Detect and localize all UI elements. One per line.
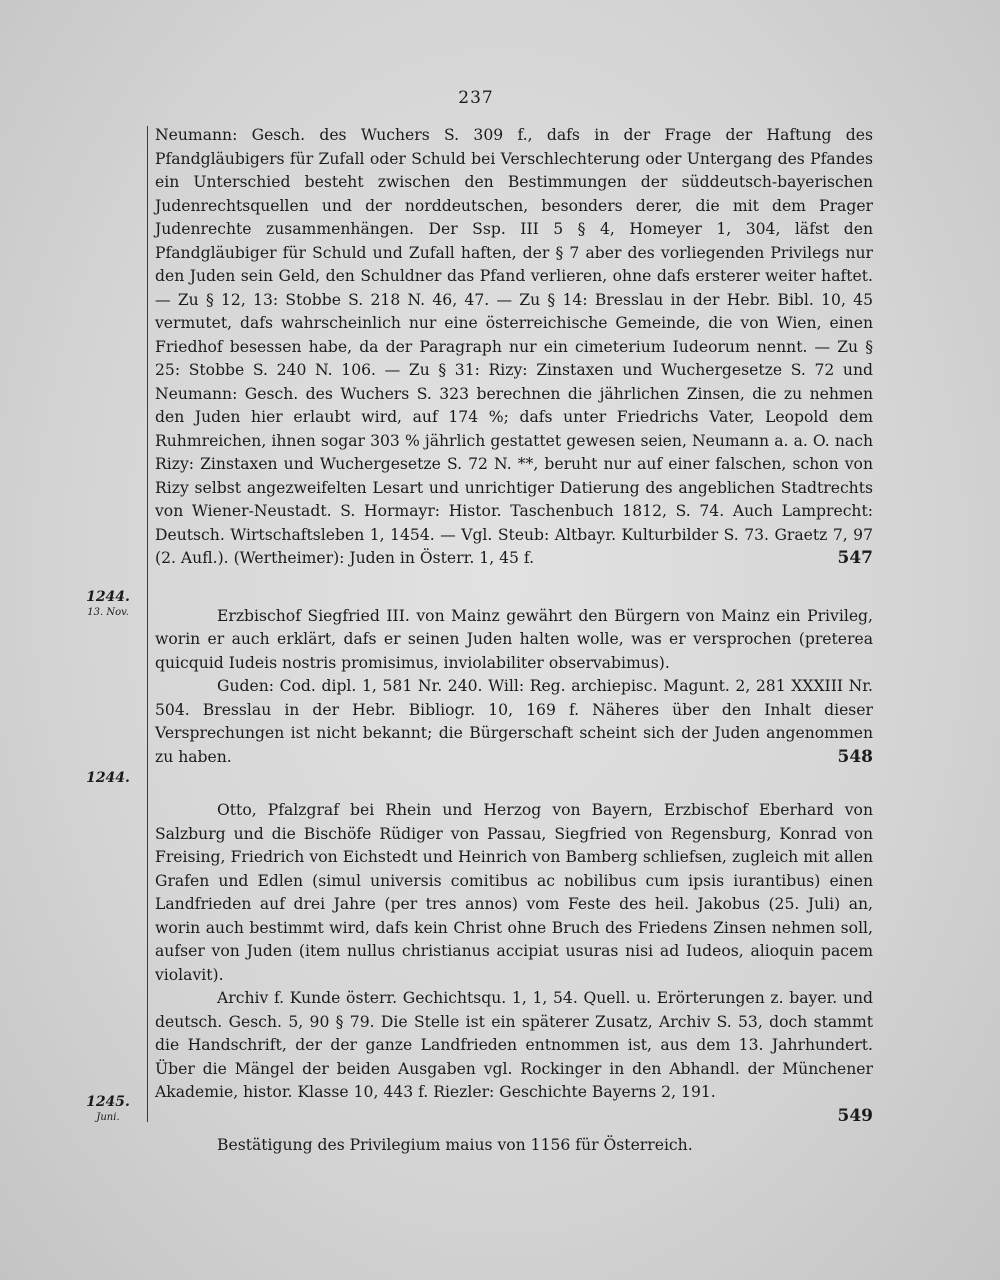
margin-date-day: Juni. — [96, 1112, 120, 1123]
page-number: 237 — [458, 88, 494, 108]
entry-number-548: 548 — [837, 746, 873, 767]
margin-date-year: 1244. — [86, 589, 130, 605]
entry-549-summary: Otto, Pfalzgraf bei Rhein und Herzog von Bayern, Erzbischof Eberhard von Salzburg und die Bischöfe Rüdiger von Passau, Siegfried von Regensburg, Konrad von Freising, Friedrich von Eichstedt und Heinrich von Bamberg schliefsen, zugleich mit allen Grafen und Edlen (simul universis comitibus ac nobilibus cum ipsis iurantibus) einen Landfrieden auf drei Jahre (per tres annos) vom Feste des heil. Jakobus (25. Juli) an, worin auch bestimmt wird, dafs kein Christ ohne Bruch des Friedens Zinsen nehmen soll, aufser von Juden (item nullus christianus accipiat usuras nisi ad Iudeos, alioquin pacem violavit). — [155, 801, 873, 984]
margin-date-year: 1244. — [86, 770, 130, 786]
margin-date-550 — [68, 1095, 148, 1125]
entry-number-549: 549 — [837, 1105, 873, 1126]
entry-547-text: Neumann: Gesch. des Wuchers S. 309 f., dafs in der Frage der Haftung des Pfandgläubigers für Zufall oder Schuld bei Verschlechterung oder Untergang des Pfandes ein Unterschied besteht zwischen den Bestimmungen der süddeutsch-bayerischen Judenrechtsquellen und der norddeutschen, besonders derer, die mit dem Prager Judenrechte zusammenhängen. Der Ssp. III 5 § 4, Homeyer 1, 304, läfst den Pfandgläubiger für Schuld und Zufall haften, der § 7 aber des vorliegenden Privilegs nur den Juden sein Geld, den Schuldner das Pfand verlieren, ohne dafs ersterer weiter haftet. — Zu § 12, 13: Stobbe S. 218 N. 46, 47. — Zu § 14: Bresslau in der Hebr. Bibl. 10, 45 vermutet, dafs wahrscheinlich nur eine österreichische Gemeinde, die von Wien, einen Friedhof besessen habe, da der Paragraph nur ein cimeterium Iudeorum nennt. — Zu § 25: Stobbe S. 240 N. 106. — Zu § 31: Rizy: Zinstaxen und Wuchergesetze S. 72 und Neumann: Gesch. des Wuchers S. 323 berechnen die jährlichen Zinsen, die zu nehmen den Juden hier erlaubt wird, auf 174 %; dafs unter Friedrichs Vater, Leopold dem Ruhmreichen, ihnen sogar 303 % jährlich gestattet gewesen seien, Neumann a. a. O. nach Rizy: Zinstaxen und Wuchergesetze S. 72 N. **, beruht nur auf einer falschen, schon von Rizy selbst angezweifelten Lesart und unrichtiger Datierung des angeblichen Stadtrechts von Wiener-Neustadt. S. Hormayr: Histor. Taschenbuch 1812, S. 74. Auch Lamprecht: Deutsch. Wirtschaftsleben 1, 1454. — Vgl. Steub: Altbayr. Kulturbilder S. 73. Graetz 7, 97 (2. Aufl.). (Wertheimer): Juden in Österr. 1, 45 f. — [155, 126, 873, 567]
main-text — [155, 124, 873, 1158]
margin-rule — [147, 126, 148, 1122]
entry-548-sources: Guden: Cod. dipl. 1, 581 Nr. 240. Will: Reg. archiepisc. Magunt. 2, 281 XXXIII Nr. 504. Bresslau in der Hebr. Bibliogr. 10, 169 f. Näheres über den Inhalt dieser Versprechungen ist nicht bekannt; die Bürgerschaft scheint sich der Juden angenommen zu haben. — [155, 677, 873, 766]
margin-date-548 — [68, 590, 148, 620]
entry-number-547: 547 — [837, 548, 873, 568]
margin-date-549 — [68, 771, 148, 786]
margin-date-year: 1245. — [86, 1094, 130, 1110]
entry-548-summary: Erzbischof Siegfried III. von Mainz gewährt den Bürgern von Mainz ein Privileg, worin er auch erklärt, dafs er seinen Juden halten wolle, was er versprochen (preterea quicquid Iudeis nostris promisimus, inviolabiliter observabimus). — [155, 606, 873, 672]
margin-date-day: 13. Nov. — [87, 607, 129, 618]
entry-549-sources: Archiv f. Kunde österr. Gechichtsqu. 1, 1, 54. Quell. u. Erörterungen z. bayer. und deutsch. Gesch. 5, 90 § 79. Die Stelle ist ein späterer Zusatz, Archiv S. 53, doch stammt die Handschrift, der der ganze Landfrieden entnommen ist, aus dem 13. Jahrhundert. Über die Mängel der beiden Ausgaben vgl. Rockinger in den Abhandl. der Münchener Akademie, histor. Klasse 10, 443 f. Riezler: Geschichte Bayerns 2, 191. — [155, 989, 873, 1101]
entry-550-summary: Bestätigung des Privilegium maius von 1156 für Österreich. — [217, 1136, 693, 1154]
